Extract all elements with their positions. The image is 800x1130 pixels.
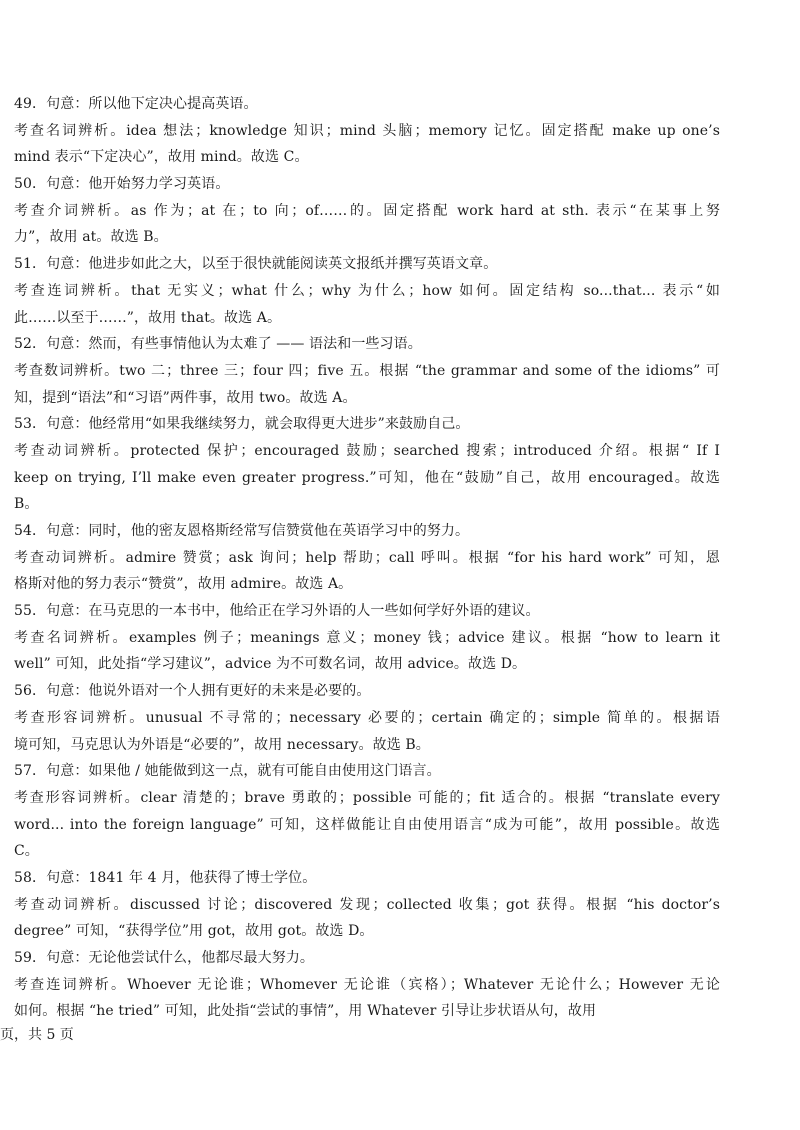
text-line: 55．句意：在马克思的一本书中，他给正在学习外语的人一些如何学好外语的建议。	[14, 603, 540, 620]
text-line: 52．句意：然而，有些事情他认为太难了 —— 语法和一些习语。	[14, 336, 422, 353]
text-line: C。	[14, 843, 39, 860]
text-line: 54．句意：同时，他的密友恩格斯经常写信赞赏他在英语学习中的努力。	[14, 523, 470, 539]
text-line: keep on trying, I’ll make even greater progress.”可知，他在“鼓励”自己，故用 encouraged。故选	[14, 469, 720, 486]
text-line: 59．句意：无论他尝试什么，他都尽最大努力。	[14, 950, 315, 966]
text-line: 考查名词辨析。examples 例子；meanings 意义；money 钱；advice 建议。根据 “how to learn it	[14, 629, 720, 646]
text-line: degree” 可知，“获得学位”用 got，故用 got。故选 D。	[14, 923, 374, 940]
text-line: 考查连词辨析。that 无实义；what 什么；why 为什么；how 如何。固定结构 so...that... 表示“如	[14, 282, 720, 299]
text-line: 考查数词辨析。two 二；three 三；four 四；five 五。根据 “the grammar and some of the idioms” 可	[14, 362, 720, 379]
text-line: 考查介词辨析。as 作为；at 在；to 向；of……的。固定搭配 work hard at sth. 表示“在某事上努	[14, 202, 720, 219]
text-line: well” 可知，此处指“学习建议”，advice 为不可数名词，故用 advice。故选 D。	[14, 656, 527, 673]
page-footer: 页，共 5 页	[0, 1027, 74, 1043]
text-line: 51．句意：他进步如此之大，以至于很快就能阅读英文报纸并撰写英语文章。	[14, 256, 498, 273]
text-line: 知，提到“语法”和“习语”两件事，故用 two。故选 A。	[14, 389, 357, 406]
text-line: 考查形容词辨析。unusual 不寻常的；necessary 必要的；certain 确定的；simple 简单的。根据语	[14, 709, 720, 726]
text-line: 49．句意：所以他下定决心提高英语。	[14, 96, 258, 112]
text-line: word... into the foreign language” 可知，这样做能让自由使用语言“成为可能”，故用 possible。故选	[14, 816, 720, 833]
text-line: 考查连词辨析。Whoever 无论谁；Whomever 无论谁（宾格）；Whatever 无论什么；However 无论	[14, 976, 720, 993]
text-line: 50．句意：他开始努力学习英语。	[14, 176, 230, 193]
text-line: 考查动词辨析。admire 赞赏；ask 询问；help 帮助；call 呼叫。根据 “for his hard work” 可知，恩	[14, 549, 720, 566]
text-line: 格斯对他的努力表示“赞赏”，故用 admire。故选 A。	[14, 576, 353, 593]
text-line: 56．句意：他说外语对一个人拥有更好的未来是必要的。	[14, 683, 371, 700]
text-line: 此……以至于……”，故用 that。故选 A。	[14, 309, 282, 326]
text-line: 58．句意：1841 年 4 月，他获得了博士学位。	[14, 869, 317, 886]
text-line: 力”，故用 at。故选 B。	[14, 229, 168, 246]
text-line: 考查名词辨析。idea 想法；knowledge 知识；mind 头脑；memory 记忆。固定搭配 make up one’s	[14, 122, 720, 139]
text-line: 境可知，马克思认为外语是“必要的”，故用 necessary。故选 B。	[14, 736, 430, 753]
text-line: 53．句意：他经常用“如果我继续努力，就会取得更大进步”来鼓励自己。	[14, 416, 470, 433]
text-line: 考查动词辨析。discussed 讨论；discovered 发现；collected 收集；got 获得。根据 “his doctor’s	[14, 896, 720, 913]
text-line: 考查形容词辨析。clear 清楚的；brave 勇敢的；possible 可能的；fit 适合的。根据 “translate every	[14, 789, 720, 806]
text-line: mind 表示“下定决心”，故用 mind。故选 C。	[14, 149, 309, 166]
text-line: 考查动词辨析。protected 保护；encouraged 鼓励；searched 搜索；introduced 介绍。根据“ If I	[14, 442, 720, 459]
text-line: 如何。根据 “he tried” 可知，此处指“尝试的事情”，用 Whatever 引导让步状语从句，故用	[14, 1003, 597, 1020]
document-body	[14, 91, 720, 1025]
text-line: 57．句意：如果他 / 她能做到这一点，就有可能自由使用这门语言。	[14, 763, 441, 780]
text-line: B。	[14, 496, 39, 513]
